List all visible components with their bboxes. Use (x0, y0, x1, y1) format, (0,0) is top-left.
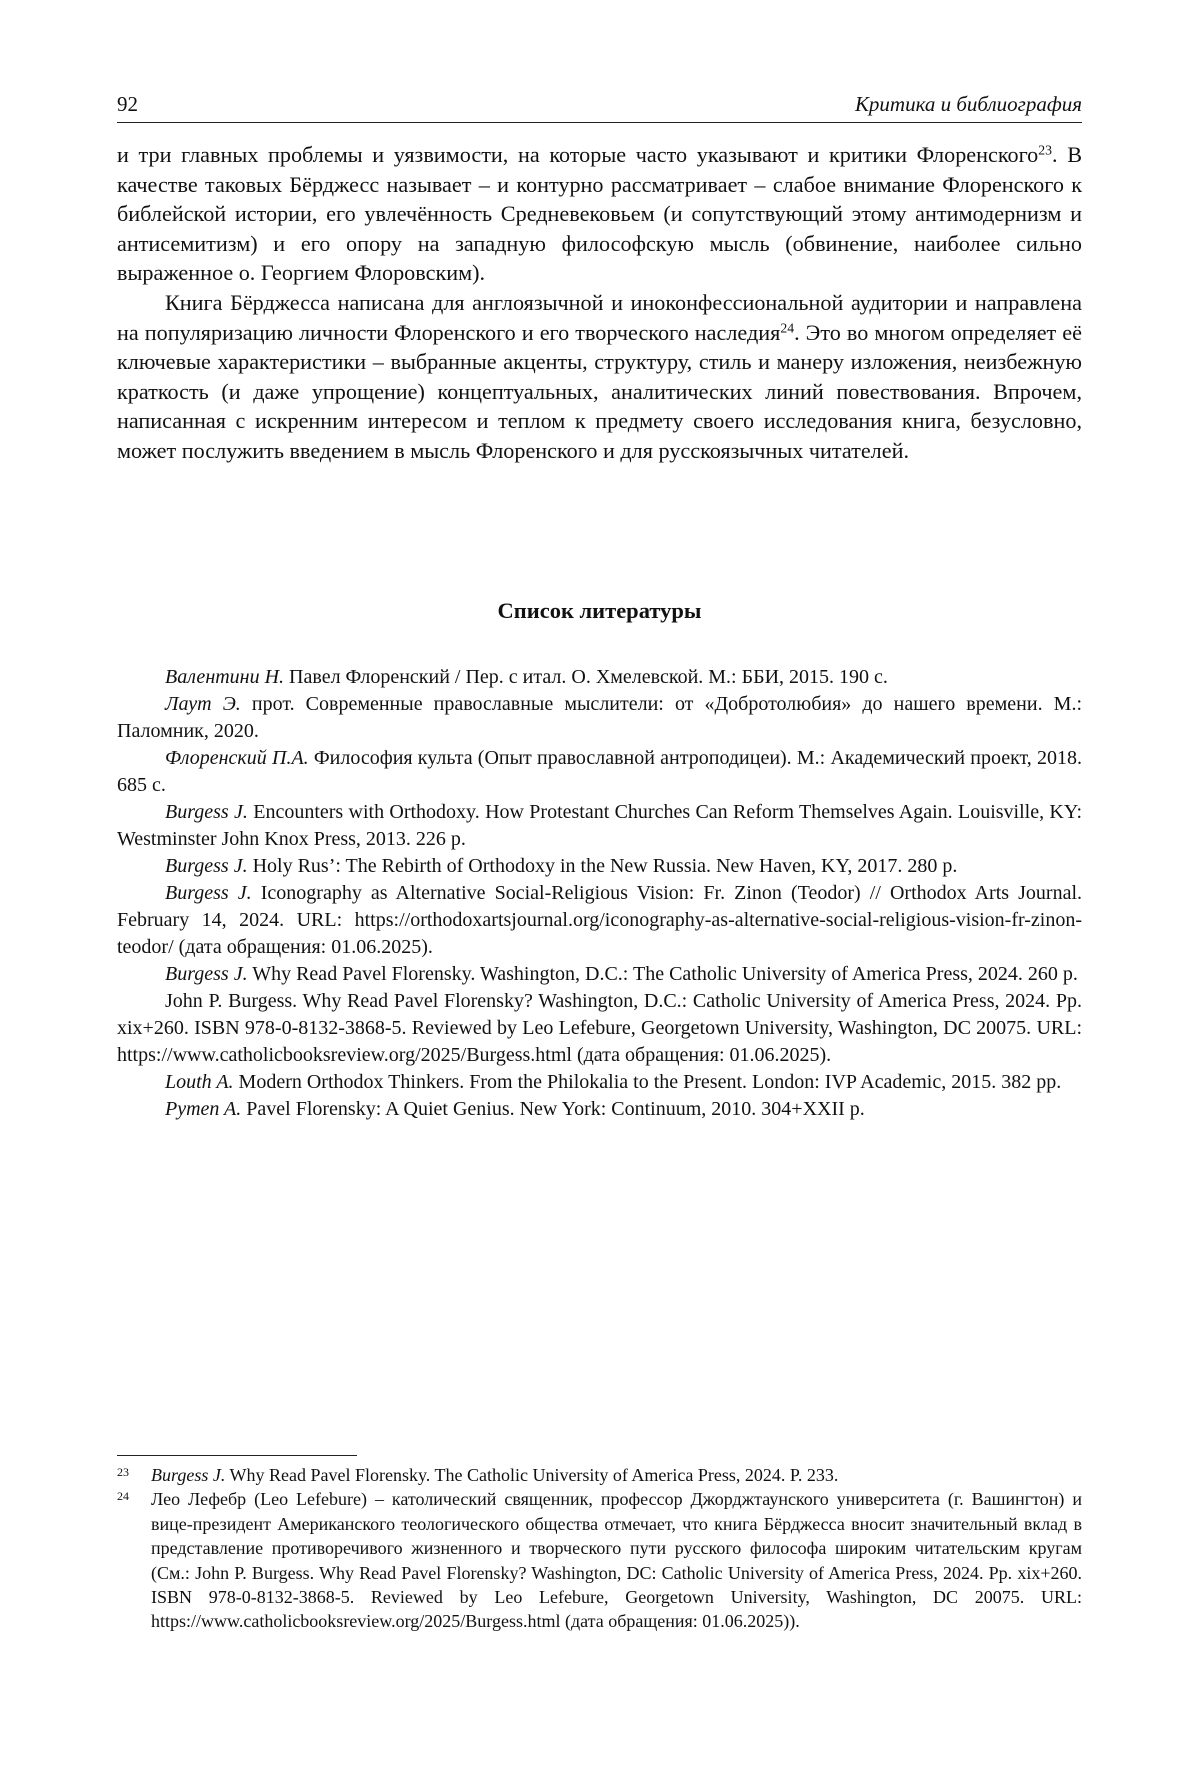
reference-text: Философия культа (Опыт православной антроподицеи). М.: Академический проект, 2018. 685 с. (117, 747, 1082, 796)
reference-item (117, 853, 1082, 880)
body-text (117, 140, 1082, 466)
reference-item (117, 961, 1082, 988)
reference-author: Louth A. (165, 1071, 234, 1093)
reference-author: Burgess J. (165, 855, 248, 877)
footnote-divider (117, 1455, 357, 1456)
section-title: Критика и библиография (854, 92, 1082, 116)
reference-text: Encounters with Orthodoxy. How Protestant Churches Can Reform Themselves Again. Louisville, KY: Westminster John Knox Press, 2013. 226 p. (117, 801, 1083, 850)
footnote-24 (117, 1487, 1082, 1633)
reference-text: прот. Современные православные мыслители: от «Добротолюбия» до нашего времени. М.: Паломник, 2020. (117, 693, 1082, 742)
footnote-text: Why Read Pavel Florensky. The Catholic University of America Press, 2024. P. 233. (225, 1465, 839, 1485)
references-list (117, 664, 1082, 1123)
page-number: 92 (117, 92, 138, 116)
reference-author: Валентини Н. (165, 666, 285, 688)
reference-item (117, 691, 1082, 745)
reference-item (117, 988, 1082, 1069)
running-header (117, 88, 1082, 123)
paragraph-2-text: Книга Бёрджесса написана для англоязычной и иноконфессиональной аудитории и направлена на популяризацию личности Флоренского и его творческого наследия (117, 289, 1082, 345)
references-heading: Список литературы (497, 598, 702, 623)
footnotes (117, 1463, 1082, 1634)
reference-text: Why Read Pavel Florensky. Washington, D.C.: The Catholic University of America Press, 2024. 260 p. (247, 963, 1078, 985)
reference-item (117, 745, 1082, 799)
footnote-number: 24 (117, 1489, 129, 1504)
paragraph-2-text-cont: . Это во многом определяет её ключевые характеристики – выбранные акценты, структуру, стиль и манеру изложения, неизбежную краткость (и даже упрощение) концептуальных, аналитических линий повествования. Впрочем, написанная с искренним интересом и теплом к предмету своего исследования книга, безусловно, может послужить введением в мысль Флоренского и для русскоязычных читателей. (117, 319, 1083, 463)
reference-item (117, 880, 1082, 961)
reference-author: Burgess J. (165, 963, 248, 985)
reference-item (117, 799, 1082, 853)
reference-item (117, 1069, 1082, 1096)
reference-text: Holy Rus’: The Rebirth of Orthodoxy in the New Russia. New Haven, KY, 2017. 280 p. (247, 855, 958, 877)
paragraph-1 (117, 140, 1082, 288)
reference-text: Pavel Florensky: A Quiet Genius. New York: Continuum, 2010. 304+XXII p. (241, 1098, 865, 1120)
reference-author: Флоренский П.А. (165, 747, 309, 769)
footnote-23 (117, 1463, 1082, 1487)
reference-author: Лаут Э. (165, 693, 241, 715)
reference-author: Pymen A. (165, 1098, 242, 1120)
paragraph-1-text-cont: . В качестве таковых Бёрджесс называет – и контурно рассматривает – слабое внимание Флоренского к библейской истории, его увлечённость Средневековьем (и сопутствующий этому антимодернизм и антисемитизм) и его опору на западную философскую мысль (обвинение, наиболее сильно выраженное о. Георгием Флоровским). (117, 142, 1082, 286)
footnote-number: 23 (117, 1465, 129, 1479)
footnote-ref-23[interactable]: 23 (1038, 142, 1052, 158)
reference-item (117, 1096, 1082, 1123)
reference-text: Павел Флоренский / Пер. с итал. О. Хмелевской. М.: ББИ, 2015. 190 с. (284, 666, 888, 688)
footnote-ref-24[interactable]: 24 (780, 320, 795, 335)
reference-author: Burgess J. (165, 801, 248, 823)
reference-text: John P. Burgess. Why Read Pavel Florensky? Washington, D.C.: Catholic University of America Press, 2024. Pp. xix+260. ISBN 978-0-8132-3868-5. Reviewed by Leo Lefebure, Georgetown University, Washington, DC 20075. URL: https://www.catholicbooksreview.org/2025/Burgess.html (дата обращения: 01.06.2025). (117, 990, 1082, 1066)
paragraph-1-text: и три главных проблемы и уязвимости, на которые часто указывают и критики Флоренского (117, 142, 1039, 167)
reference-text: Modern Orthodox Thinkers. From the Philokalia to the Present. London: IVP Academic, 2015. 382 pp. (233, 1071, 1062, 1093)
footnote-text: Лео Лефебр (Leo Lefebure) – католический священник, профессор Джорджтаунского университета (г. Вашингтон) и вице-президент Американского теологического общества отмечает, что книга Бёрджесса вносит значительный вклад в представление противоречивого жизненного и творческого пути русского философа широким читательским кругам (См.: John P. Burgess. Why Read Pavel Florensky? Washington, DC: Catholic University of America Press, 2024. Pp. xix+260. ISBN 978-0-8132-3868-5. Reviewed by Leo Lefebure, Georgetown University, Washington, DC 20075. URL: https://www.catholicbooksreview.org/2025/Burgess.html (дата обращения: 01.06.2025)). (151, 1489, 1082, 1632)
reference-item (117, 664, 1082, 691)
footnote-author: Burgess J. (151, 1465, 226, 1485)
reference-text: Iconography as Alternative Social-Religious Vision: Fr. Zinon (Teodor) // Orthodox Arts Journal. February 14, 2024. URL: https://orthodoxartsjournal.org/iconography-as-alternative-social-religious-vision-fr-zinon-teodor/ (дата обращения: 01.06.2025). (117, 882, 1083, 958)
paragraph-2 (117, 288, 1082, 466)
reference-author: Burgess J. (165, 882, 252, 904)
